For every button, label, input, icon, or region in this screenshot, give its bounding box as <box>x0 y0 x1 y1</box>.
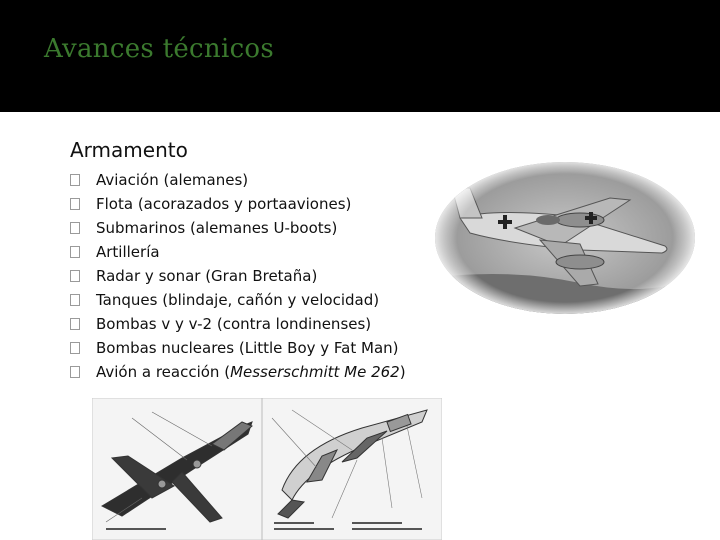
bullet-icon <box>70 270 80 282</box>
jet-aircraft-photo <box>430 158 700 318</box>
bullet-icon <box>70 198 80 210</box>
bullet-text: Aviación (alemanes) <box>96 171 249 189</box>
list-item <box>70 336 406 360</box>
bullet-text: Submarinos (alemanes U-boots) <box>96 219 338 237</box>
list-item <box>70 168 406 192</box>
list-item <box>70 240 406 264</box>
list-item <box>70 264 406 288</box>
list-item <box>70 288 406 312</box>
bullet-text <box>96 363 406 381</box>
bullet-text: Artillería <box>96 243 160 261</box>
bullet-text: Tanques (blindaje, cañón y velocidad) <box>96 291 380 309</box>
bullet-text: Bombas nucleares (Little Boy y Fat Man) <box>96 339 399 357</box>
v-weapons-drawing <box>92 398 442 540</box>
list-item <box>70 216 406 240</box>
bullet-text-italic: Messerschmitt Me 262 <box>230 363 400 381</box>
bullet-list <box>70 168 406 384</box>
bullet-icon <box>70 318 80 330</box>
bullet-icon <box>70 366 80 378</box>
bullet-icon <box>70 246 80 258</box>
list-item <box>70 312 406 336</box>
bullet-text: Radar y sonar (Gran Bretaña) <box>96 267 318 285</box>
bullet-text: Flota (acorazados y portaaviones) <box>96 195 352 213</box>
bullet-text: Bombas v y v-2 (contra londinenses) <box>96 315 372 333</box>
list-item <box>70 192 406 216</box>
bullet-icon <box>70 174 80 186</box>
bullet-text-suffix: ) <box>399 363 406 381</box>
bullet-icon <box>70 294 80 306</box>
bullet-icon <box>70 342 80 354</box>
slide-title: Avances técnicos <box>44 34 275 64</box>
bullet-icon <box>70 222 80 234</box>
list-item <box>70 360 406 384</box>
bullet-text-prefix: Avión a reacción ( <box>96 363 231 381</box>
section-heading: Armamento <box>70 138 188 162</box>
